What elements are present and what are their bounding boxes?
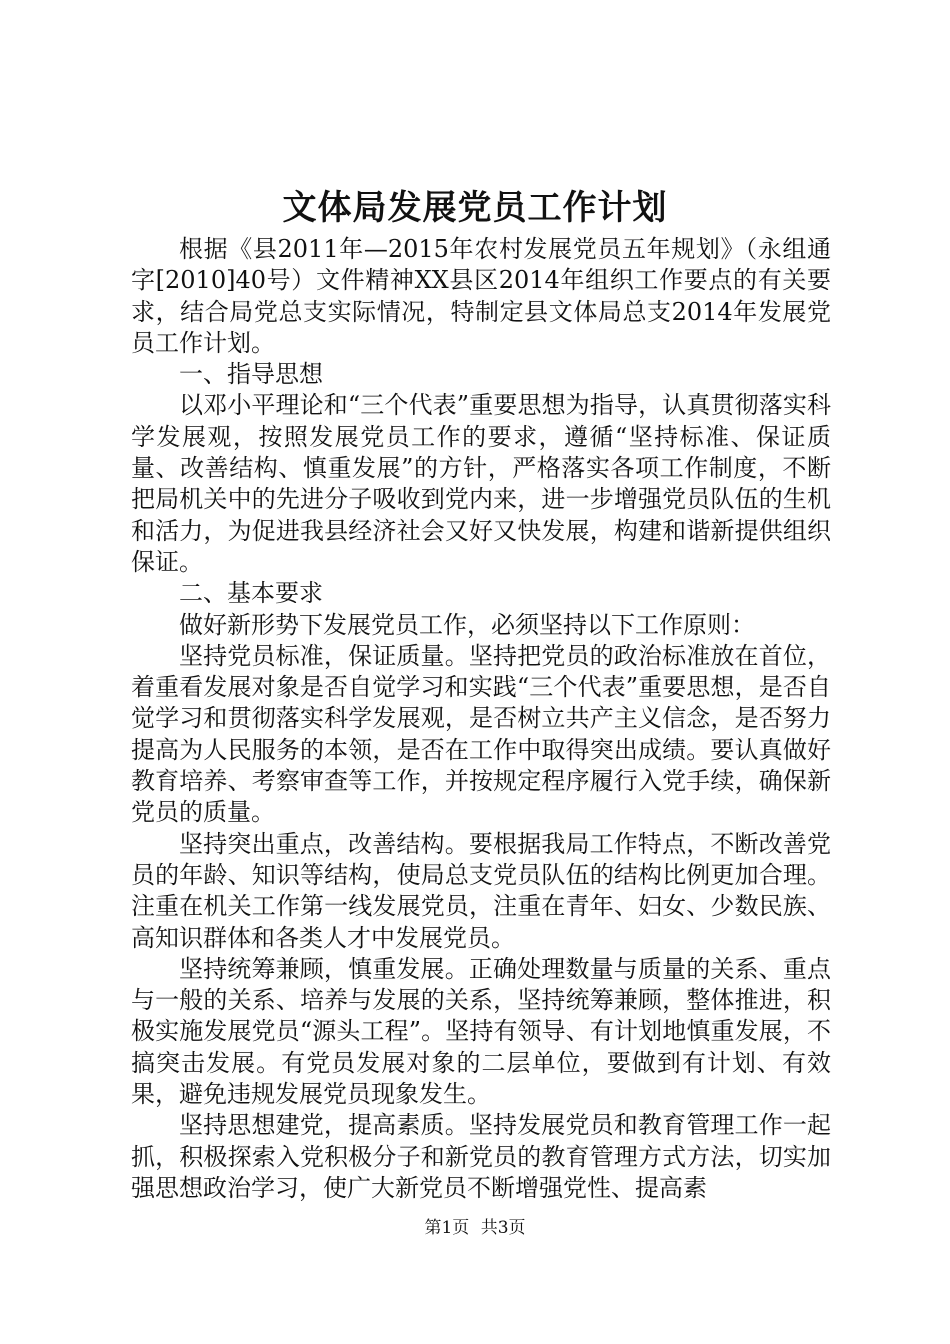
paragraph-principle-balance: 坚持统筹兼顾，慎重发展。正确处理数量与质量的关系、重点与一般的关系、培养与发展的关系，坚持统筹兼顾，整体推进，积极实施发展党员“源头工程”。坚持有领导、有计划地慎重发展，不搞突击发展。有党员发展对象的二层单位，要做到有计划、有效果，避免违规发展党员现象发生。 bbox=[131, 954, 831, 1109]
page-footer bbox=[0, 1216, 950, 1240]
page-total: 共3页 bbox=[480, 1218, 526, 1238]
paragraph-principles-intro: 做好新形势下发展党员工作，必须坚持以下工作原则： bbox=[179, 610, 755, 639]
paragraph-intro: 根据《县2011年—2015年农村发展党员五年规划》（永组通字[2010]40号）文件精神XX县区2014年组织工作要点的有关要求，结合局党总支实际情况，特制定县文体局总支2014年发展党员工作计划。 bbox=[131, 235, 831, 357]
paragraph-principle-standards: 坚持党员标准，保证质量。坚持把党员的政治标准放在首位，着重看发展对象是否自觉学习和实践“三个代表”重要思想，是否自觉学习和贯彻落实科学发展观，是否树立共产主义信念，是否努力提高为人民服务的本领，是否在工作中取得突出成绩。要认真做好教育培养、考察审查等工作，并按规定程序履行入党手续，确保新党员的质量。 bbox=[131, 641, 831, 827]
document-body bbox=[131, 234, 831, 1204]
page-number: 第1页 bbox=[424, 1218, 470, 1238]
paragraph-guiding-thought: 以邓小平理论和“三个代表”重要思想为指导，认真贯彻落实科学发展观，按照发展党员工作的要求，遵循“坚持标准、保证质量、改善结构、慎重发展”的方针，严格落实各项工作制度，不断把局机关中的先进分子吸收到党内来，进一步增强党员队伍的生机和活力，为促进我县经济社会又好又快发展，构建和谐新提供组织保证。 bbox=[131, 391, 831, 576]
section-heading-guiding-thought: 一、指导思想 bbox=[179, 360, 323, 389]
section-heading-basic-requirements: 二、基本要求 bbox=[179, 579, 323, 608]
paragraph-principle-structure: 坚持突出重点，改善结构。要根据我局工作特点，不断改善党员的年龄、知识等结构，使局总支党员队伍的结构比例更加合理。注重在机关工作第一线发展党员，注重在青年、妇女、少数民族、高知识群体和各类人才中发展党员。 bbox=[131, 829, 831, 952]
paragraph-principle-ideology: 坚持思想建党，提高素质。坚持发展党员和教育管理工作一起抓，积极探索入党积极分子和新党员的教育管理方式方法，切实加强思想政治学习，使广大新党员不断增强党性、提高素 bbox=[131, 1111, 831, 1202]
document-title: 文体局发展党员工作计划 bbox=[282, 188, 668, 228]
